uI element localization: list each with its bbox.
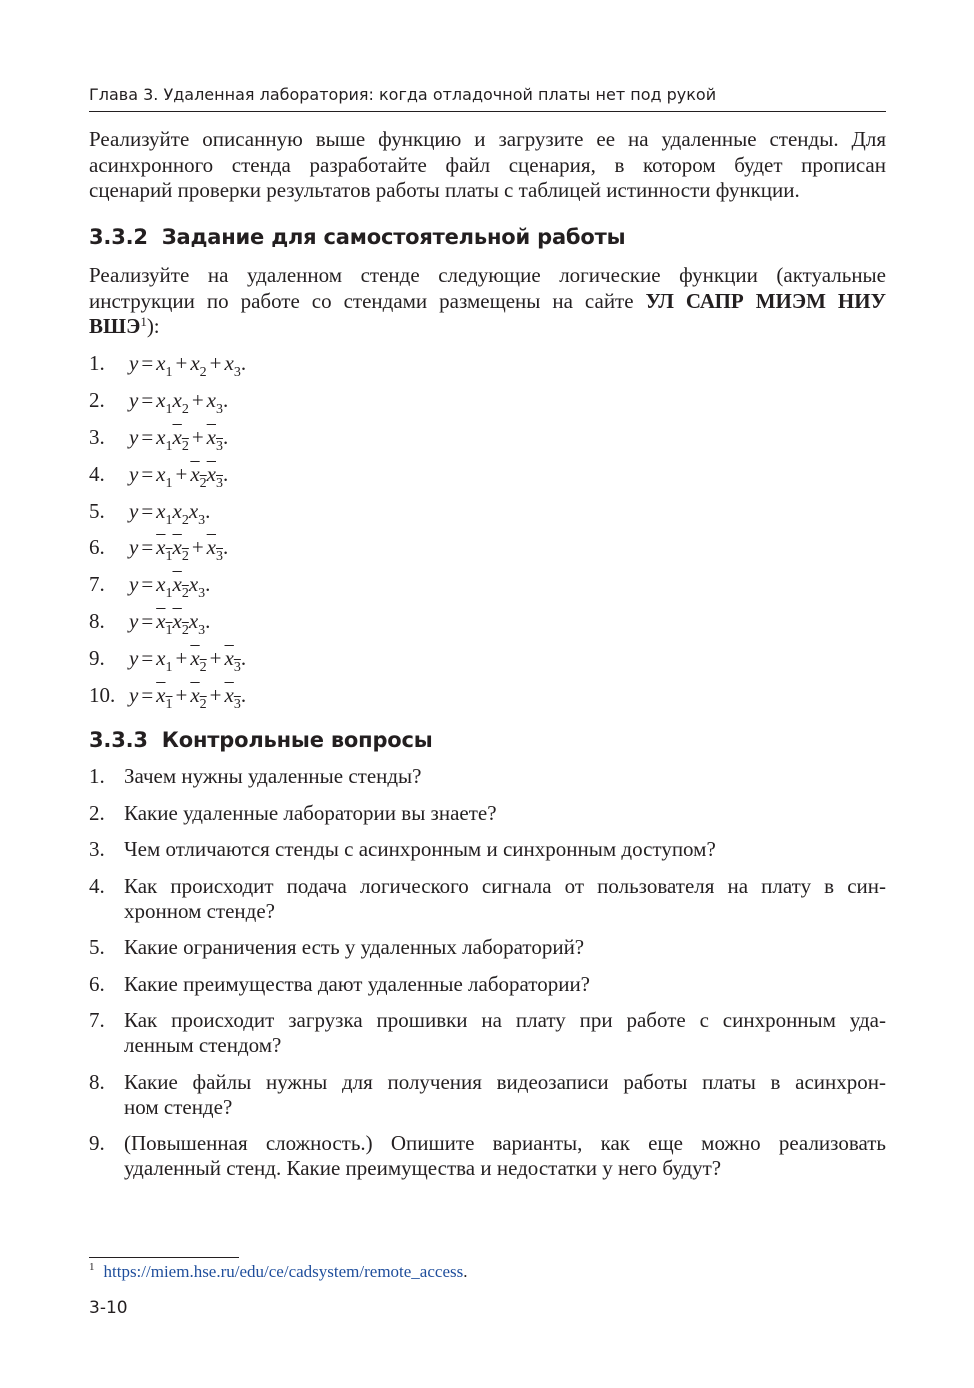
section-heading-3-3-3	[89, 728, 433, 752]
formula-expression: $y = x_1 + x_2 + x_3$.	[129, 351, 247, 380]
questions-list	[89, 764, 886, 1193]
question-item	[89, 1070, 886, 1120]
formula-item	[89, 497, 886, 534]
formula-item	[89, 570, 886, 607]
question-line: Какие преимущества дают удаленные лаборатории?	[124, 971, 590, 996]
formula-number: 10.	[89, 683, 116, 708]
formula-number: 4.	[89, 461, 105, 486]
formula-expression: $y = x_1 + x_2x_3$.	[129, 461, 229, 491]
question-number: 3.	[89, 837, 105, 861]
page-number: 3-10	[89, 1298, 128, 1318]
footnote-marker: 1	[89, 1261, 95, 1273]
footnote-ref[interactable]: 1	[140, 314, 147, 329]
task-line	[89, 289, 886, 315]
question-line: Как происходит загрузка прошивки на плату при работе с синхронным уда-	[124, 1008, 886, 1032]
question-item	[89, 972, 886, 997]
question-item	[89, 837, 886, 862]
question-number: 9.	[89, 1131, 105, 1155]
formula-number: 9.	[89, 646, 105, 671]
formula-item	[89, 644, 886, 681]
question-number: 8.	[89, 1069, 105, 1094]
formula-item	[89, 533, 886, 570]
question-text	[124, 972, 886, 997]
question-line: Как происходит подача логического сигнала от пользователя на плату в син-	[124, 873, 886, 898]
formula-number: 8.	[89, 609, 105, 634]
question-line: ленным стендом?	[124, 1033, 282, 1057]
intro-line: сценарий проверки результатов работы платы с таблицей истинности функции.	[89, 178, 800, 202]
question-number: 2.	[89, 800, 105, 825]
section-title: Контрольные вопросы	[161, 728, 433, 752]
question-line: Чем отличаются стенды с асинхронным и синхронным доступом?	[124, 837, 716, 861]
intro-line: асинхронного стенда разработайте файл сценария, в котором будет прописан	[89, 152, 886, 177]
question-item	[89, 1008, 886, 1058]
footnote-divider	[89, 1257, 239, 1258]
question-line: Зачем нужны удаленные стенды?	[124, 764, 422, 788]
question-number: 1.	[89, 764, 105, 788]
section-title: Задание для самостоятельной работы	[161, 225, 626, 249]
question-line: (Повышенная сложность.) Опишите варианты, как еще можно реализовать	[124, 1131, 886, 1155]
task-line: Реализуйте на удаленном стенде следующие логические функции (актуальные	[89, 263, 886, 287]
question-number: 7.	[89, 1008, 105, 1032]
intro-paragraph	[89, 127, 886, 204]
question-line: Какие файлы нужны для получения видеозаписи работы платы в асинхрон-	[124, 1069, 886, 1094]
formula-number: 5.	[89, 498, 105, 523]
question-number: 5.	[89, 935, 105, 959]
question-line: ном стенде?	[124, 1094, 233, 1119]
question-text	[124, 1070, 886, 1120]
question-line: Какие удаленные лаборатории вы знаете?	[124, 800, 497, 825]
question-line: хронном стенде?	[124, 898, 275, 923]
section-number: 3.3.3	[89, 728, 148, 752]
question-line: удаленный стенд. Какие преимущества и недостатки у него будут?	[124, 1156, 722, 1180]
task-line-tail: ):	[146, 314, 160, 338]
footnote-link[interactable]: https://miem.hse.ru/edu/ce/cadsystem/remote_access	[103, 1262, 464, 1281]
formula-number: 6.	[89, 535, 105, 560]
question-text	[124, 837, 886, 862]
section-heading-3-3-2	[89, 225, 625, 249]
formula-number: 3.	[89, 424, 105, 449]
question-text	[124, 1008, 886, 1058]
formula-item	[89, 386, 886, 423]
formula-expression: $y = x_1x_2 + x_3$.	[129, 535, 229, 565]
formula-number: 7.	[89, 572, 105, 597]
formula-expression: $y = x_1x_2x_3$.	[129, 572, 211, 602]
task-line-text: инструкции по работе со стендами размещены на сайте	[89, 288, 646, 313]
lab-name-bold: УЛ САПР МИЭМ НИУ	[645, 288, 886, 313]
question-item	[89, 935, 886, 960]
question-number: 4.	[89, 873, 105, 898]
task-paragraph	[89, 263, 886, 340]
formula-number: 2.	[89, 387, 105, 412]
formula-item	[89, 460, 886, 497]
formula-expression: $y = x_1 + x_2 + x_3$.	[129, 646, 247, 676]
question-item	[89, 764, 886, 789]
formula-expression: $y = x_1x_2x_3$.	[129, 498, 211, 528]
formula-expression: $y = x_1x_2 + x_3$.	[129, 424, 229, 454]
formula-item	[89, 423, 886, 460]
formula-list	[89, 349, 886, 718]
formula-expression: $y = x_1 + x_2 + x_3$.	[129, 683, 247, 713]
question-number: 6.	[89, 971, 105, 996]
intro-line: Реализуйте описанную выше функцию и загрузите ее на удаленные стенды. Для	[89, 127, 886, 151]
formula-number: 1.	[89, 351, 105, 375]
formula-item	[89, 349, 886, 386]
question-text	[124, 764, 886, 789]
question-item	[89, 1131, 886, 1181]
question-text	[124, 935, 886, 960]
running-head: Глава 3. Удаленная лаборатория: когда отладочной платы нет под рукой	[89, 85, 886, 112]
lab-name-bold: ВШЭ	[89, 314, 141, 338]
formula-expression: $y = x_1x_2 + x_3$.	[129, 387, 229, 417]
footnote-tail: .	[463, 1262, 468, 1281]
question-item	[89, 801, 886, 826]
question-text	[124, 1131, 886, 1181]
question-text	[124, 874, 886, 924]
formula-item	[89, 607, 886, 644]
question-item	[89, 874, 886, 924]
task-line	[89, 314, 886, 340]
question-line: Какие ограничения есть у удаленных лабораторий?	[124, 935, 585, 959]
footnote	[89, 1262, 467, 1282]
formula-expression: $y = x_1x_2x_3$.	[129, 609, 211, 639]
question-text	[124, 801, 886, 826]
section-number: 3.3.2	[89, 225, 148, 249]
formula-item	[89, 681, 886, 718]
